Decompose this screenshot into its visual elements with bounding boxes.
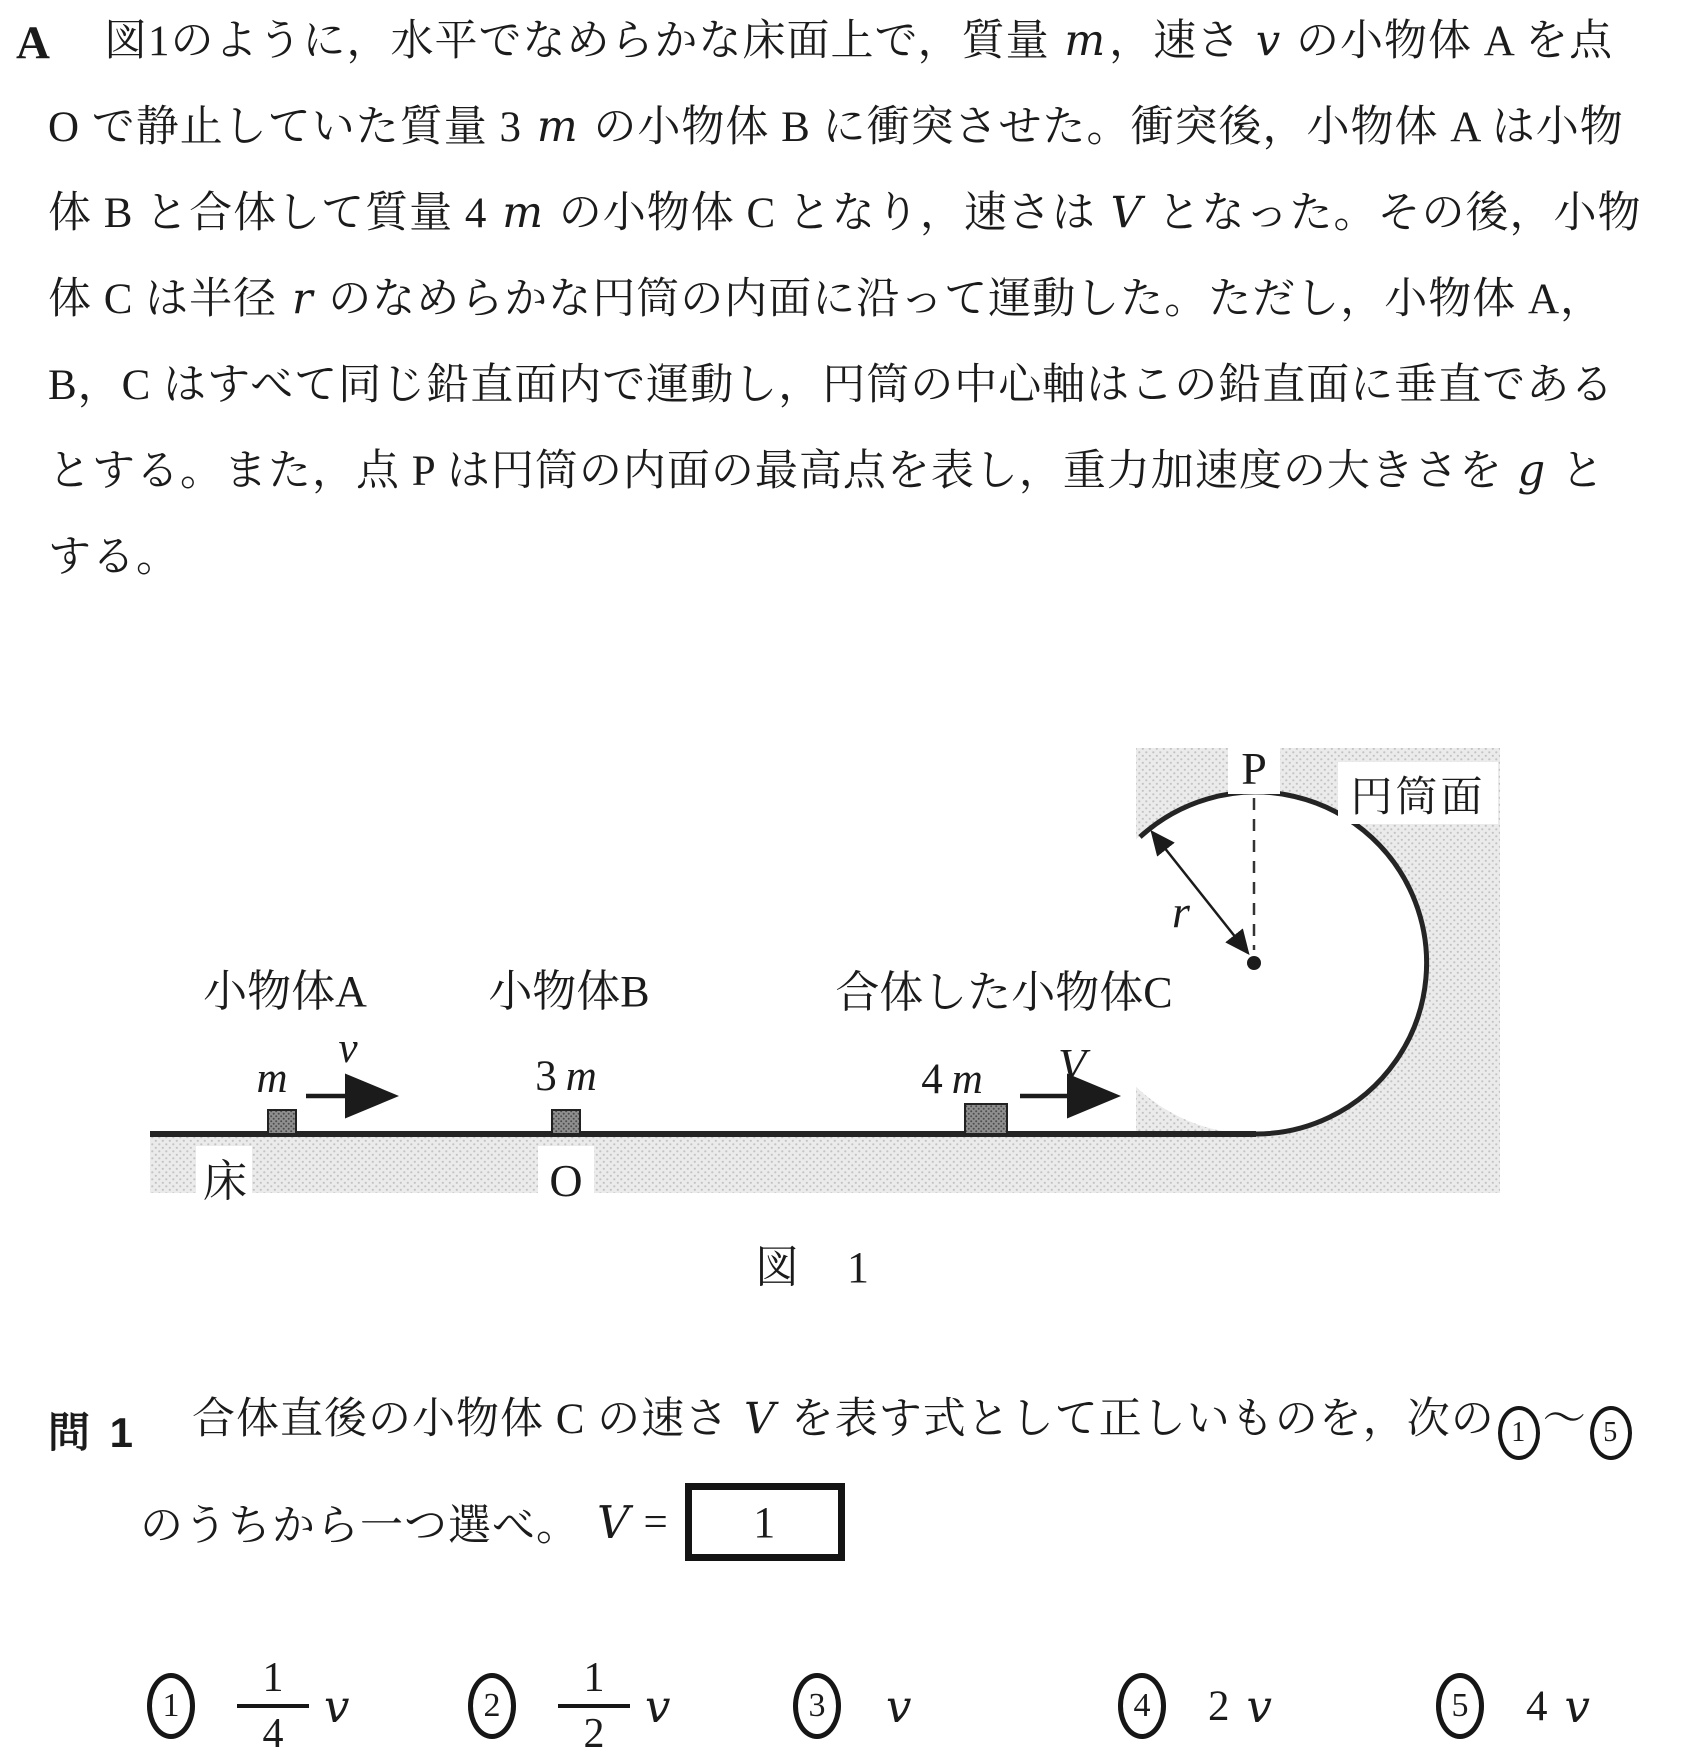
label-velocity-a: v (338, 1025, 358, 1072)
cylinder-center-dot (1247, 956, 1261, 970)
text-run: の小物体 B に衝突させた。衝突後，小物体 A は小物 (581, 104, 1624, 151)
problem-line-7 (48, 536, 180, 579)
math-variable: m (502, 188, 544, 238)
object-a-block (268, 1110, 296, 1134)
fraction-numerator: 1 (583, 1655, 605, 1701)
fraction-bar (237, 1704, 309, 1708)
question-line-2-text: のうちから一つ選べ。 (140, 1502, 580, 1550)
figure-1-diagram (0, 600, 1702, 1300)
label-object-a: 小物体A (203, 967, 367, 1016)
question-number: 問 1 (48, 1409, 138, 1456)
problem-line-5 (48, 364, 1614, 407)
option-1 (147, 1648, 352, 1764)
fraction-denominator: 4 (262, 1711, 284, 1757)
math-variable: m (1064, 16, 1107, 66)
label-radius: r (1172, 886, 1190, 937)
label-cylinder-surface: 円筒面 (1350, 775, 1486, 821)
label-point-p: P (1241, 743, 1267, 794)
text-run: ，速さ (1109, 18, 1253, 65)
option-circle-5: 5 (1436, 1673, 1484, 1739)
figure-caption: 図 1 (755, 1243, 869, 1292)
text-run: となった。その後，小物 (1145, 190, 1642, 237)
answer-box (685, 1483, 845, 1561)
label-object-b: 小物体B (488, 967, 650, 1016)
option-3 (793, 1648, 914, 1764)
coefficient: 2 (1208, 1682, 1230, 1730)
problem-line-1 (104, 16, 1614, 66)
math-variable: v (1255, 16, 1282, 66)
answer-box-number: 1 (753, 1497, 777, 1547)
option-2 (468, 1648, 673, 1764)
label-floor: 床 (203, 1157, 247, 1206)
option-circle-4: 4 (1118, 1673, 1166, 1739)
text-run: とする。また，点 P は円筒の内面の最高点を表し，重力加速度の大きさを (48, 448, 1515, 495)
text-run: 体 B と合体して質量 4 (48, 190, 500, 237)
object-b-block (552, 1110, 580, 1134)
section-label: A (16, 17, 50, 69)
math-variable: v (1246, 1679, 1272, 1733)
problem-line-6 (48, 446, 1605, 496)
label-mass-b: 3 m (535, 1053, 597, 1100)
option-circle-3: 3 (793, 1673, 841, 1739)
label-object-c: 合体した小物体C (835, 968, 1173, 1017)
math-variable: v (886, 1679, 912, 1733)
problem-line-2 (48, 102, 1624, 152)
coefficient: 4 (1526, 1682, 1548, 1730)
text-run: と (1549, 448, 1605, 495)
circled-number-1: 1 (1498, 1406, 1540, 1460)
fraction-numerator: 1 (262, 1655, 284, 1701)
text-run: ～ (1542, 1396, 1587, 1443)
option-circle-2: 2 (468, 1673, 516, 1739)
text-run: の小物体 A を点 (1284, 18, 1614, 65)
text-run: の小物体 C となり，速さは (546, 190, 1108, 237)
fraction-denominator: 2 (583, 1711, 605, 1757)
question-line-2 (140, 1482, 845, 1562)
math-variable: V (1110, 188, 1143, 238)
problem-line-4 (48, 274, 1605, 324)
fraction (558, 1656, 630, 1756)
math-variable: V (743, 1394, 776, 1444)
text-run: する。 (48, 534, 180, 581)
math-variable: g (1517, 446, 1547, 496)
math-variable: v (645, 1679, 671, 1733)
option-4 (1118, 1648, 1275, 1764)
math-variable: v (1564, 1679, 1590, 1733)
fraction (237, 1656, 309, 1756)
label-mass-a: m (256, 1055, 288, 1102)
answer-options (0, 1648, 1702, 1764)
text-run: 図1のように，水平でなめらかな床面上で，質量 (104, 18, 1062, 65)
equation-variable: V (597, 1495, 631, 1549)
text-run: B，C はすべて同じ鉛直面内で運動し，円筒の中心軸はこの鉛直面に垂直である (48, 362, 1615, 409)
question-line-1 (192, 1394, 1635, 1460)
text-run: 合体直後の小物体 C の速さ (192, 1396, 741, 1443)
fraction-bar (558, 1704, 630, 1708)
math-variable: v (324, 1679, 350, 1733)
problem-line-3 (48, 188, 1642, 238)
option-5 (1436, 1648, 1593, 1764)
label-velocity-c: V (1057, 1039, 1087, 1090)
math-variable: m (536, 102, 579, 152)
text-run: 体 C は半径 (48, 276, 289, 323)
floor-ground-shading (150, 1134, 1500, 1193)
object-c-block (965, 1104, 1007, 1134)
text-run: O で静止していた質量 3 (48, 104, 534, 151)
math-variable: r (291, 274, 314, 324)
equals-sign: = (643, 1498, 669, 1546)
option-circle-1: 1 (147, 1673, 195, 1739)
label-mass-c: 4 m (921, 1056, 983, 1103)
text-run: のなめらかな円筒の内面に沿って運動した。ただし，小物体 A， (316, 276, 1605, 323)
label-origin-o: O (549, 1155, 583, 1206)
text-run: を表す式として正しいものを，次の (779, 1396, 1495, 1443)
circled-number-5: 5 (1590, 1406, 1632, 1460)
